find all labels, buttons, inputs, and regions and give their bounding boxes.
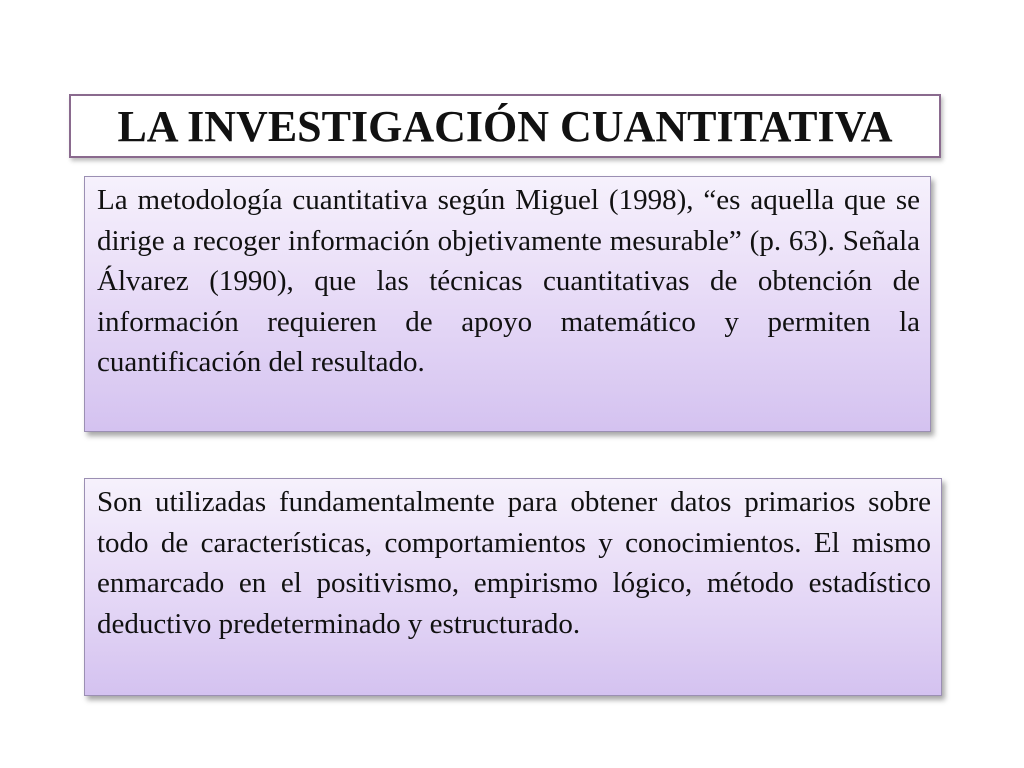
definition-box [84, 176, 931, 432]
definition-paragraph: La metodología cuantitativa según Miguel (1998), “es aquella que se dirige a recoger información objetivamente mesurable” (p. 63). Señala Álvarez (1990), que las técnicas cuantitativas de obtención de información requieren de apoyo matemático y permiten la cuantificación del resultado. [97, 184, 920, 378]
usage-paragraph: Son utilizadas fundamentalmente para obtener datos primarios sobre todo de características, comportamientos y conocimientos. El mismo enmarcado en el positivismo, empirismo lógico, método estadístico deductivo predeterminado y estructurado. [97, 486, 931, 640]
slide-title: LA INVESTIGACIÓN CUANTITATIVA [117, 101, 893, 151]
title-box [69, 94, 941, 158]
usage-box [84, 478, 942, 696]
